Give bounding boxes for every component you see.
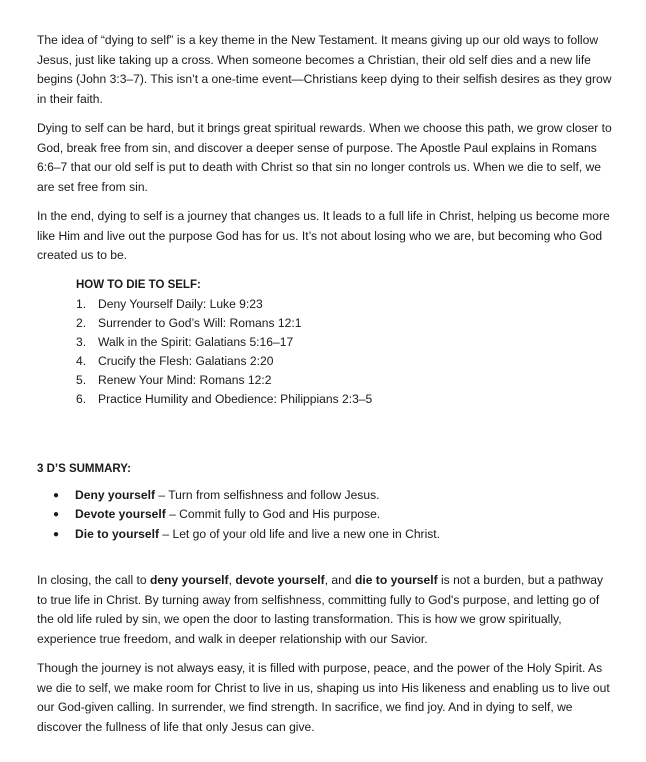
summary-item-text xyxy=(75,505,380,525)
summary-item-text xyxy=(75,525,440,545)
list-item-text: Practice Humility and Obedience: Philippians 2:3–5 xyxy=(98,392,373,406)
how-to-heading: HOW TO DIE TO SELF: xyxy=(76,278,201,291)
summary-term: Die to yourself xyxy=(75,526,160,541)
summary-term: Deny yourself xyxy=(75,487,155,502)
list-item xyxy=(76,333,615,352)
summary-heading: 3 D’S SUMMARY: xyxy=(37,463,131,475)
list-number: 1. xyxy=(76,297,87,311)
list-number: 2. xyxy=(76,316,87,330)
list-item xyxy=(76,390,615,409)
closing-bold-term: deny yourself xyxy=(149,573,229,587)
summary-term: Devote yourself xyxy=(75,507,166,521)
summary-desc: – Commit fully to God and His purpose. xyxy=(165,507,381,521)
closing-paragraph-1 xyxy=(37,571,615,649)
bullet-icon: ● xyxy=(52,509,60,520)
how-to-list xyxy=(76,295,615,409)
closing-text: In closing, the call to xyxy=(37,573,150,587)
closing-section xyxy=(37,571,615,737)
list-item xyxy=(37,505,615,525)
list-number: 4. xyxy=(76,354,87,368)
list-item xyxy=(76,314,615,333)
closing-bold-term: devote yourself xyxy=(235,573,325,587)
intro-paragraph-1: The idea of “dying to self” is a key theme in the New Testament. It means giving up our old ways to follow Jesus, just like taking up a cross. When someone becomes a Christian, their old self dies and a new life begins (John 3:3–7). This isn’t a one-time event—Christians keep dying to their selfish desires as they grow in their faith. xyxy=(37,33,612,106)
intro-paragraph-3: In the end, dying to self is a journey that changes us. It leads to a full life in Christ, helping us become more like Him and live out the purpose God has for us. It’s not about losing who we are, but becoming who God created us to be. xyxy=(37,209,610,262)
intro-paragraph-2: Dying to self can be hard, but it brings great spiritual rewards. When we choose this path, we grow closer to God, break free from sin, and discover a deeper sense of purpose. The Apostle Paul explains in Romans 6:6–7 that our old self is put to death with Christ so that sin no longer controls us. When we die to self, we are set free from sin. xyxy=(37,121,612,194)
closing-text: , xyxy=(228,573,236,587)
list-item xyxy=(37,525,615,545)
closing-bold-term: die to yourself xyxy=(354,573,438,587)
closing-paragraph-2: Though the journey is not always easy, it is filled with purpose, peace, and the power of the Holy Spirit. As we die to self, we make room for Christ to live in us, shaping us into His likeness and enabling us to live out our God-given calling. In surrender, we find strength. In sacrifice, we find joy. And in dying to self, we discover the fullness of life that only Jesus can give. xyxy=(37,661,610,734)
list-item-text: Crucify the Flesh: Galatians 2:20 xyxy=(98,354,274,368)
list-item-text: Surrender to God’s Will: Romans 12:1 xyxy=(98,316,302,330)
list-item xyxy=(76,371,615,390)
list-item xyxy=(37,486,615,506)
list-number: 3. xyxy=(76,335,87,349)
bullet-icon: ● xyxy=(52,489,60,501)
list-item-text: Renew Your Mind: Romans 12:2 xyxy=(98,373,272,387)
closing-text: , and xyxy=(324,573,355,587)
summary-list xyxy=(37,486,615,545)
summary-desc: – Turn from selfishness and follow Jesus. xyxy=(154,487,380,502)
how-to-section xyxy=(76,276,615,410)
bullet-icon: ● xyxy=(52,528,60,540)
list-item xyxy=(76,352,615,371)
list-item xyxy=(76,295,615,314)
list-item-text: Deny Yourself Daily: Luke 9:23 xyxy=(98,297,263,311)
list-item-text: Walk in the Spirit: Galatians 5:16–17 xyxy=(98,335,294,349)
summary-item-text xyxy=(75,486,380,506)
closing-text: is not a burden, but a pathway to true life in Christ. By turning away from selfishness, committing fully to God's purpose, and letting go of the old life ruled by sin, we open the door to lasting transformation. This is how we grow spiritually, experience true freedom, and walk in deeper relationship with our Savior. xyxy=(37,573,604,646)
summary-desc: – Let go of your old life and live a new one in Christ. xyxy=(159,526,441,541)
list-number: 6. xyxy=(76,392,87,406)
list-number: 5. xyxy=(76,373,87,387)
summary-section xyxy=(37,460,615,544)
document-page xyxy=(37,31,615,747)
